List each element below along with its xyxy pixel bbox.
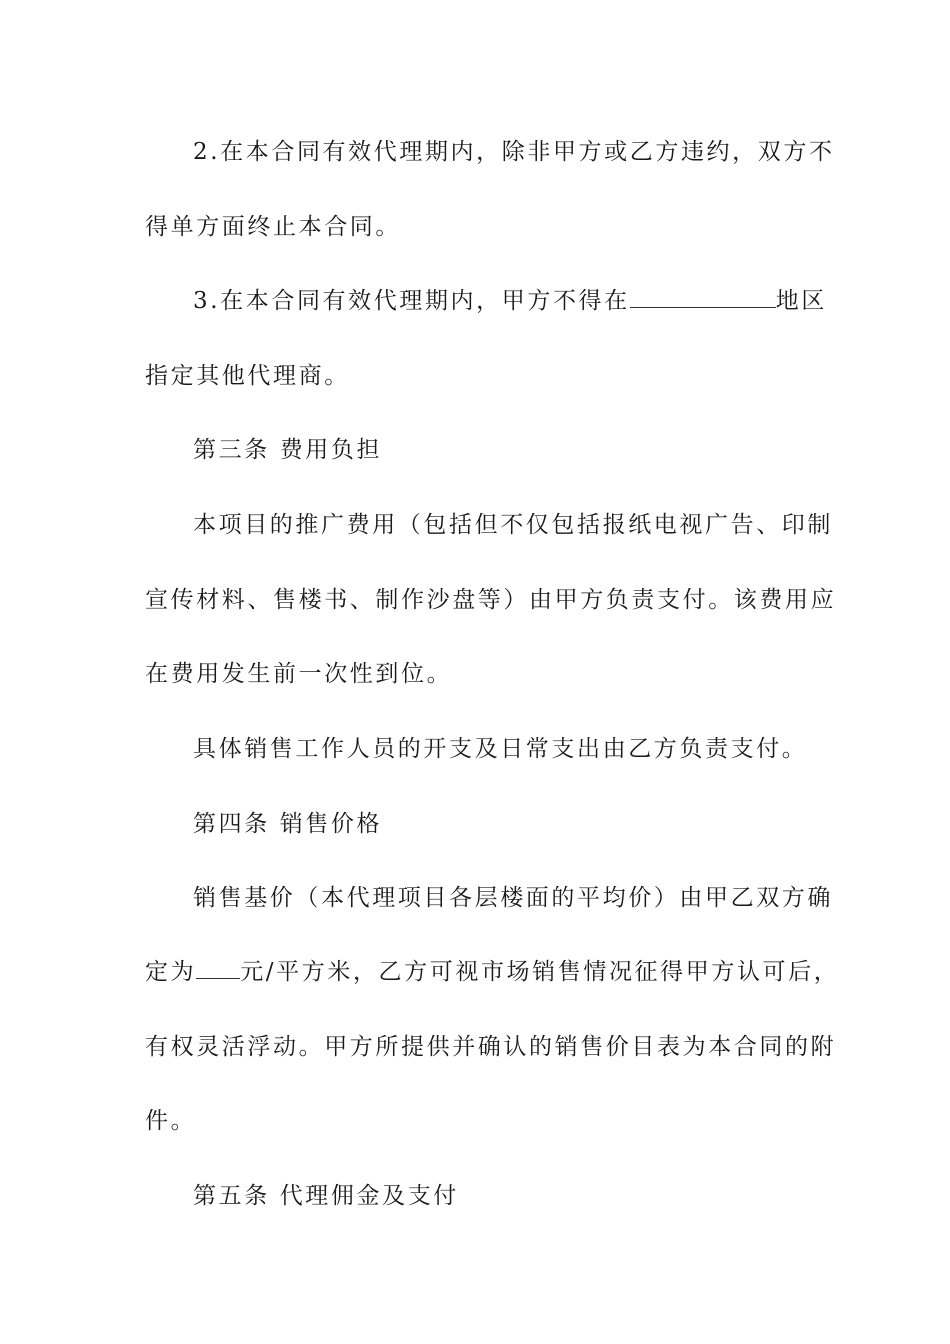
paragraph-line: 有权灵活浮动。甲方所提供并确认的销售价目表为本合同的附 — [145, 1034, 837, 1060]
paragraph-line-with-blank — [145, 952, 840, 992]
paragraph-line: 本项目的推广费用（包括但不仅包括报纸电视广告、印制 — [193, 512, 833, 538]
section-heading: 第三条 费用负担 — [193, 437, 383, 463]
text-segment: 定为 — [145, 959, 197, 985]
paragraph-line: 得单方面终止本合同。 — [145, 214, 401, 240]
paragraph-line: 具体销售工作人员的开支及日常支出由乙方负责支付。 — [193, 736, 808, 762]
section-heading: 第四条 销售价格 — [193, 811, 383, 837]
paragraph-line: 销售基价（本代理项目各层楼面的平均价）由甲乙双方确 — [193, 885, 833, 911]
paragraph-line: 件。 — [145, 1108, 197, 1134]
fill-in-blank — [630, 281, 776, 308]
fill-in-blank — [196, 952, 240, 979]
paragraph-line: 在费用发生前一次性到位。 — [145, 661, 453, 687]
text-segment: 3.在本合同有效代理期内，甲方不得在 — [193, 288, 630, 314]
text-segment: 地区 — [775, 288, 827, 314]
paragraph-line: 指定其他代理商。 — [145, 363, 350, 389]
paragraph-line: 宣传材料、售楼书、制作沙盘等）由甲方负责支付。该费用应 — [145, 587, 837, 613]
text-segment: 元/平方米，乙方可视市场销售情况征得甲方认可后， — [240, 959, 840, 985]
paragraph-line-with-blank — [193, 281, 827, 321]
section-heading: 第五条 代理佣金及支付 — [193, 1183, 459, 1209]
paragraph-line: 2.在本合同有效代理期内，除非甲方或乙方违约，双方不 — [193, 139, 835, 165]
